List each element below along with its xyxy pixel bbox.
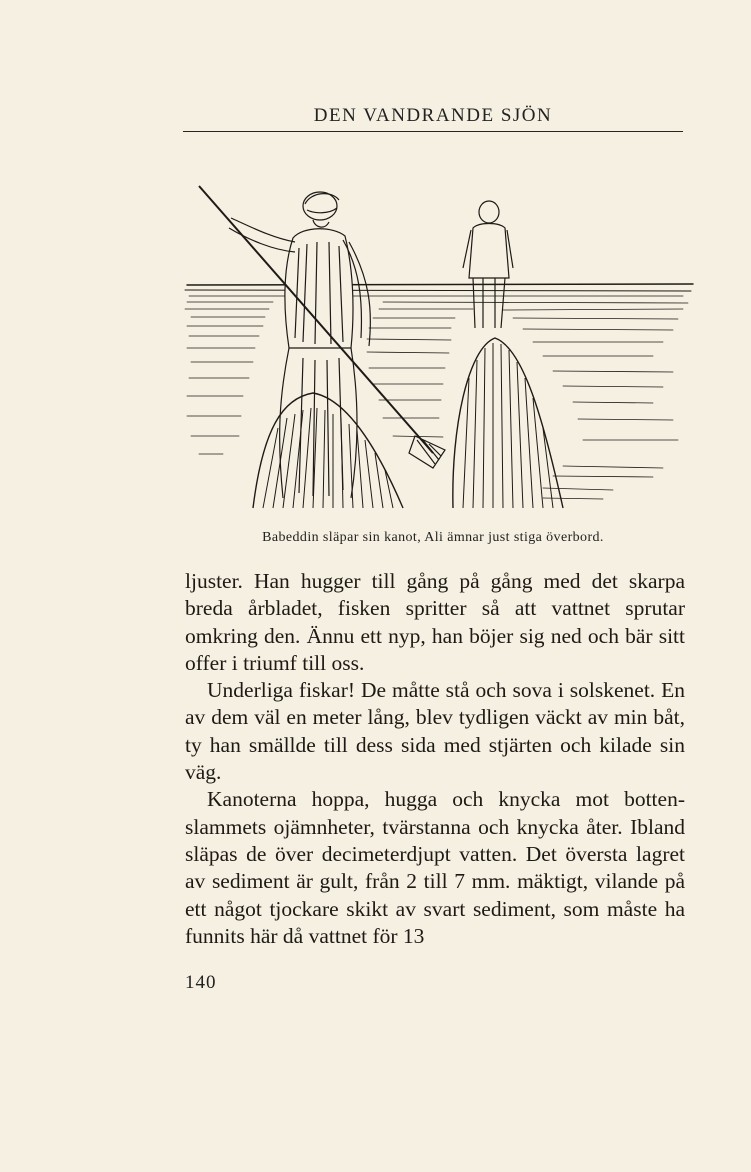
running-title: DEN VANDRANDE SJÖN	[313, 105, 553, 126]
body-text	[185, 568, 685, 950]
header-rule	[183, 131, 683, 132]
paragraph: Kanoterna hoppa, hugga och knycka mot botten-slammets ojämnheter, tvärstanna och knycka åter. Ibland släpas de över decimeterdjupt vatten. Det översta lagret av sediment är gult, från 2 till 7 mm. mäktigt, vilande på ett något tjockare skikt av svart sediment, som måste ha funnits här då vattnet för 13	[185, 787, 685, 948]
paragraph: ljuster. Han hugger till gång på gång med det skarpa breda årbladet, fisken spritter så att vattnet sprutar omkring den. Ännu ett nyp, han böjer sig ned och bär sitt offer i triumf till oss.	[185, 569, 685, 675]
boat-scene-drawing	[183, 178, 695, 518]
illustration	[183, 178, 695, 518]
page-number: 140	[185, 972, 217, 993]
figure-caption: Babeddin släpar sin kanot, Ali ämnar just stiga överbord.	[262, 530, 604, 545]
paragraph: Underliga fiskar! De måtte stå och sova i solskenet. En av dem väl en meter lång, blev tydligen väckt av min båt, ty han smällde till dess sida med stjärten och kilade sin väg.	[185, 678, 685, 785]
